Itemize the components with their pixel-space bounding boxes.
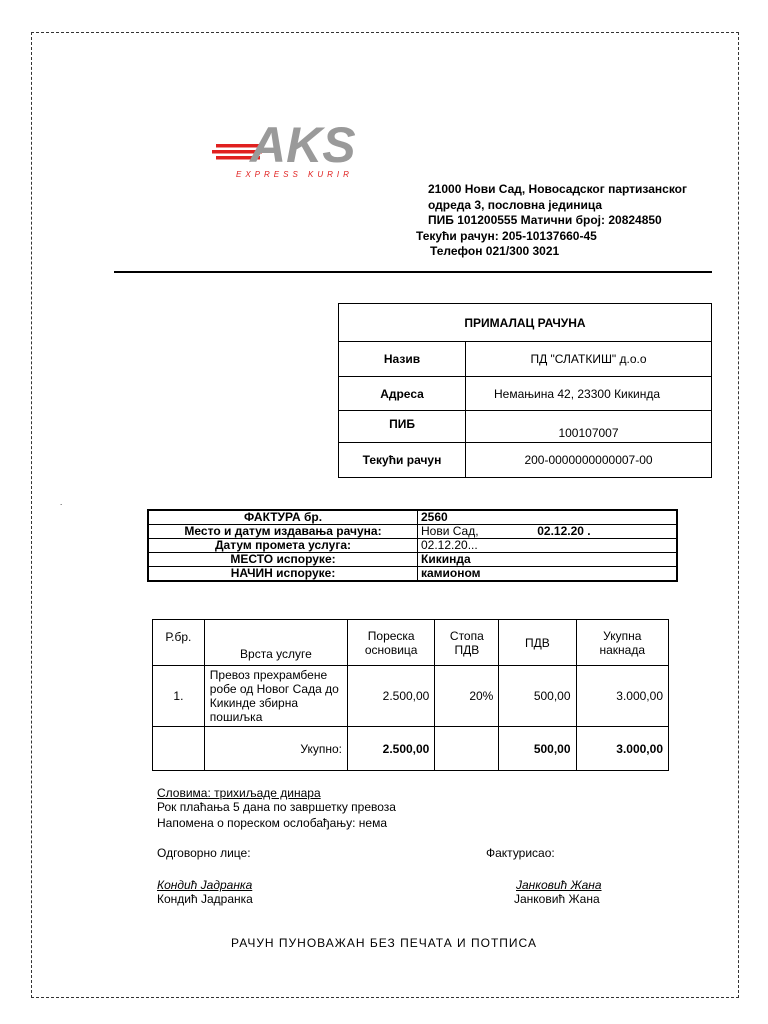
tax-exemption-note: Напомена о пореском ослобађању: нема <box>157 816 387 830</box>
row-base: 2.500,00 <box>348 666 435 727</box>
header-divider <box>114 271 712 273</box>
row-total: 3.000,00 <box>576 666 668 727</box>
recipient-account-label: Текући рачун <box>339 443 466 478</box>
totals-row <box>153 727 669 771</box>
recipient-table <box>338 303 712 478</box>
issue-label: Место и датум издавања рачуна: <box>148 525 418 539</box>
col-header-rate: Стопа ПДВ <box>435 620 499 666</box>
col-header-vat: ПДВ <box>499 620 576 666</box>
recipient-title: ПРИМАЛАЦ РАЧУНА <box>339 304 712 342</box>
col-header-base: Пореска основица <box>348 620 435 666</box>
logo-brand-text: AKS <box>250 117 356 173</box>
company-logo <box>210 110 390 182</box>
recipient-tax-id-label: ПИБ <box>339 411 466 443</box>
invoiced-by-label: Фактурисао: <box>486 846 555 860</box>
delivery-method: камионом <box>418 567 678 582</box>
invoice-number-label: ФАКТУРА бр. <box>148 510 418 525</box>
payment-terms: Рок плаћања 5 дана по завршетку превоза <box>157 800 396 814</box>
amount-in-words: Словима: трихиљаде динара <box>157 786 321 800</box>
service-date: 02.12.20... <box>418 539 678 553</box>
recipient-name: ПД "СЛАТКИШ" д.о.о <box>466 342 712 377</box>
totals-label: Укупно: <box>204 727 347 771</box>
stray-dot: . <box>60 498 63 507</box>
delivery-place-label: МЕСТО испоруке: <box>148 553 418 567</box>
responsible-name: Кондић Јадранка <box>157 892 253 906</box>
logo-tagline: EXPRESS KURIR <box>236 170 353 179</box>
col-header-service: Врста услуге <box>204 620 347 666</box>
totals-sum: 3.000,00 <box>576 727 668 771</box>
service-date-label: Датум промета услуга: <box>148 539 418 553</box>
row-vat: 500,00 <box>499 666 576 727</box>
table-row <box>153 666 669 727</box>
delivery-place: Кикинда <box>418 553 678 567</box>
recipient-address-label: Адреса <box>339 377 466 411</box>
recipient-tax-id: 100107007 <box>466 411 712 443</box>
issue-place-date <box>418 525 678 539</box>
company-address: 21000 Нови Сад, Новосадског партизанског <box>428 182 688 196</box>
totals-base: 2.500,00 <box>348 727 435 771</box>
company-phone: Телефон 021/300 3021 <box>430 244 560 258</box>
col-header-total: Укупна накнада <box>576 620 668 666</box>
aks-logo-graphic <box>210 110 390 182</box>
responsible-label: Одговорно лице: <box>157 846 251 860</box>
recipient-address: Немањина 42, 23300 Кикинда <box>466 377 712 411</box>
invoiced-by-signature: Јанковић Жана <box>516 878 602 892</box>
delivery-method-label: НАЧИН испоруке: <box>148 567 418 582</box>
row-no: 1. <box>153 666 205 727</box>
issue-date: 02.12.20 . <box>537 524 591 538</box>
invoiced-by-name: Јанковић Жана <box>514 892 600 906</box>
company-tax-id: ПИБ 101200555 Матични број: 20824850 <box>428 213 662 227</box>
validity-statement: РАЧУН ПУНОВАЖАН БЕЗ ПЕЧАТА И ПОТПИСА <box>231 936 537 950</box>
totals-vat: 500,00 <box>499 727 576 771</box>
col-header-no: Р.бр. <box>153 620 205 666</box>
row-description: Превоз прехрамбене робе од Новог Сада до Кикинде збирна пошиљка <box>204 666 347 727</box>
issue-place: Нови Сад, <box>421 524 479 538</box>
invoice-number: 2560 <box>418 510 678 525</box>
services-table <box>152 619 669 771</box>
recipient-account: 200-0000000000007-00 <box>466 443 712 478</box>
invoice-info-table <box>147 509 678 582</box>
responsible-signature: Кондић Јадранка <box>157 878 253 892</box>
row-rate: 20% <box>435 666 499 727</box>
company-info <box>400 182 720 260</box>
company-unit: одреда 3, пословна јединица <box>428 197 603 212</box>
recipient-name-label: Назив <box>339 342 466 377</box>
company-account: Текући рачун: 205-10137660-45 <box>416 228 597 243</box>
